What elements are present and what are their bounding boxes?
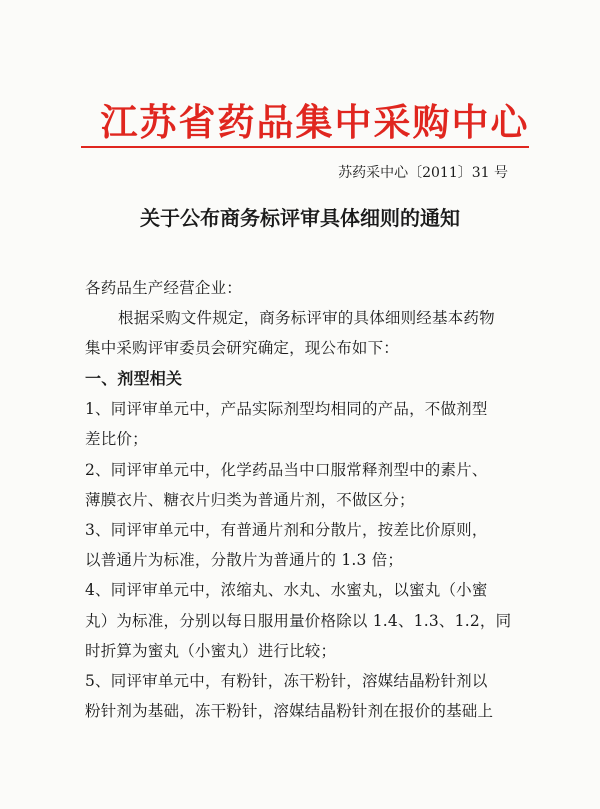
paragraph-line: 2、同评审单元中，化学药品当中口服常释剂型中的素片、 — [85, 461, 488, 479]
document-number: 苏药采中心〔2011〕31 号 — [338, 165, 508, 181]
paragraph-line: 差比价； — [85, 430, 148, 448]
section-heading: 一、剂型相关 — [85, 369, 183, 388]
paragraph-line: 集中采购评审委员会研究确定，现公布如下： — [85, 339, 400, 357]
document-title: 关于公布商务标评审具体细则的通知 — [140, 206, 460, 230]
paragraph-line: 粉针剂为基础，冻干粉针，溶媒结晶粉针剂在报价的基础上 — [85, 702, 494, 720]
paragraph-line: 1、同评审单元中，产品实际剂型均相同的产品，不做剂型 — [85, 400, 488, 418]
paragraph-line: 薄膜衣片、糖衣片归类为普通片剂，不做区分； — [85, 491, 415, 509]
paragraph-line: 5、同评审单元中，有粉针，冻干粉针，溶媒结晶粉针剂以 — [85, 672, 488, 690]
header-red-rule — [81, 146, 529, 148]
paragraph-line: 4、同评审单元中，浓缩丸、水丸、水蜜丸，以蜜丸（小蜜 — [85, 581, 488, 599]
paragraph-line: 3、同评审单元中，有普通片剂和分散片，按差比价原则， — [85, 521, 488, 539]
paragraph-line: 时折算为蜜丸（小蜜丸）进行比较； — [85, 642, 337, 660]
paragraph-line: 丸）为标准，分别以每日服用量价格除以 1.4、1.3、1.2，同 — [85, 612, 512, 630]
organization-header: 江苏省药品集中采购中心 — [100, 100, 530, 144]
paragraph-line: 根据采购文件规定，商务标评审的具体细则经基本药物 — [118, 309, 495, 327]
paragraph-line: 以普通片为标准，分散片为普通片的 1.3 倍； — [85, 551, 404, 569]
salutation: 各药品生产经营企业： — [85, 279, 243, 297]
